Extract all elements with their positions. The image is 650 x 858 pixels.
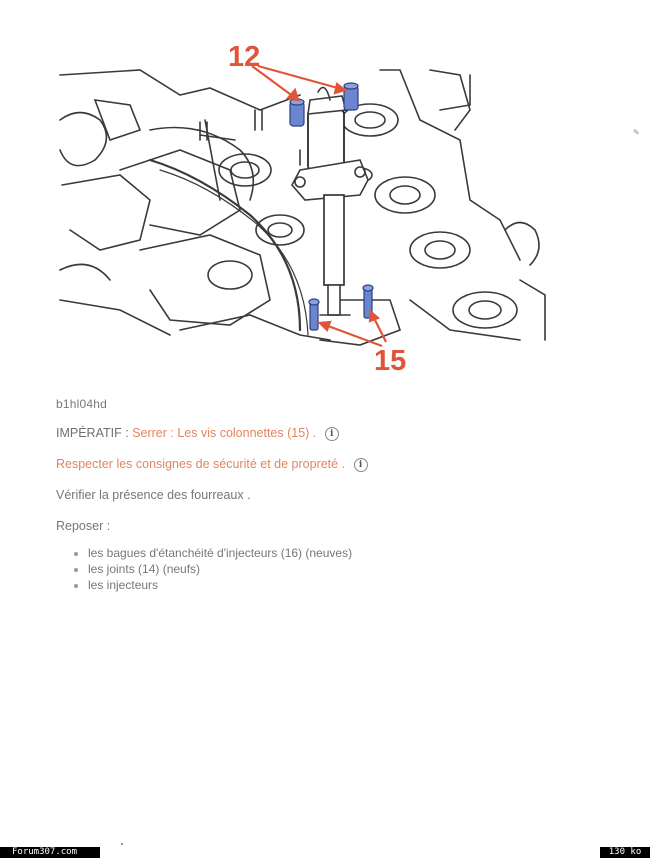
- list-item: • les bagues d'étanchéité d'injecteurs (16) (neuves): [88, 545, 352, 561]
- footer-size: 130 ko: [600, 847, 650, 858]
- figure-caption: b1hl04hd: [56, 397, 107, 411]
- parts-list: [56, 545, 352, 593]
- imperatif-label: IMPÉRATIF :: [56, 426, 129, 440]
- info-icon[interactable]: i: [325, 427, 339, 441]
- repose-label: Reposer :: [56, 519, 111, 533]
- verify-text: Vérifier la présence des fourreaux .: [56, 488, 251, 502]
- list-item: • les joints (14) (neufs): [88, 561, 352, 577]
- info-icon[interactable]: i: [354, 458, 368, 472]
- list-item: • les injecteurs: [88, 577, 352, 593]
- edge-mark: ✎: [633, 128, 640, 137]
- imperatif-link[interactable]: Serrer : Les vis colonnettes (15) .: [132, 426, 317, 440]
- safety-link[interactable]: Respecter les consignes de sécurité et de propreté .: [56, 457, 346, 471]
- scan-dot: [121, 843, 123, 845]
- imperatif-line: [56, 426, 339, 441]
- safety-line: [56, 457, 368, 472]
- callout-15: 15: [374, 345, 407, 377]
- callout-12: 12: [228, 41, 261, 73]
- engine-illustration: [0, 0, 650, 380]
- footer-site: Forum307.com: [0, 847, 100, 858]
